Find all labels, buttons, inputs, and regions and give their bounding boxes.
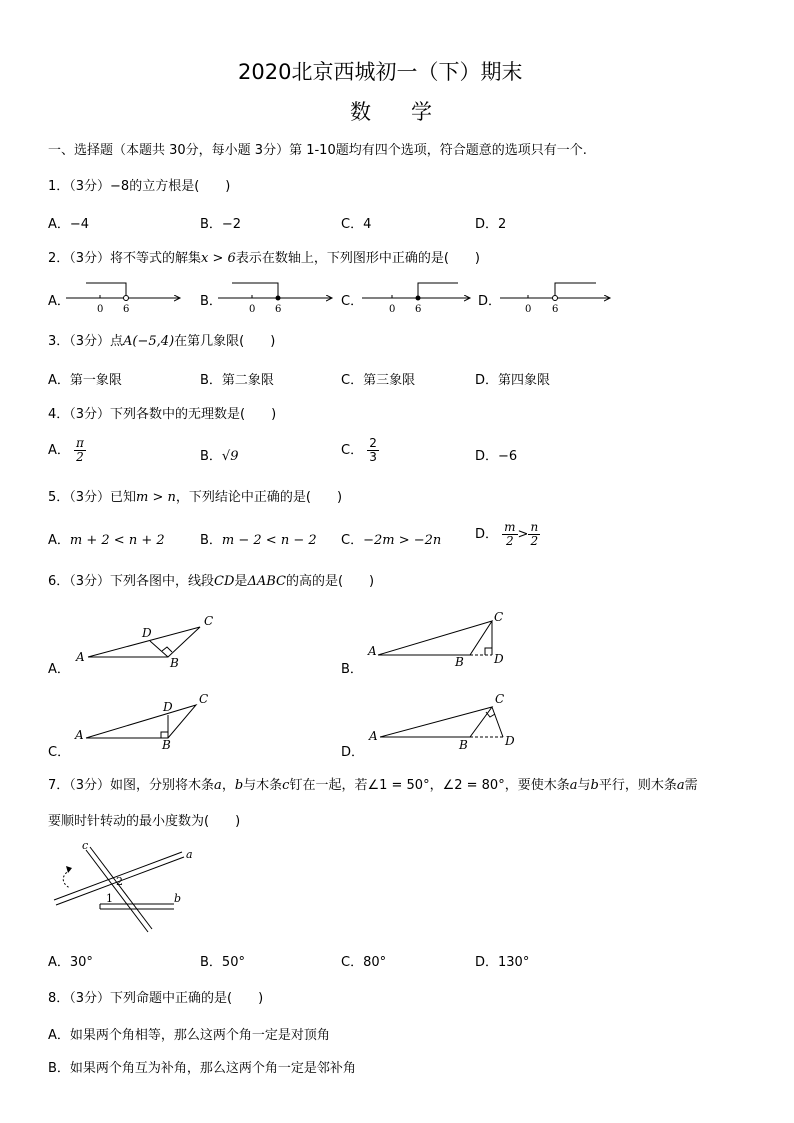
option-label: B． [200,449,222,464]
label-d: D [142,626,152,640]
question-4-option-d [475,445,517,464]
q7-text: 与木条 [243,778,283,793]
question-7-line-2: 要顺时针转动的最小度数为( ) [48,814,241,829]
question-6-stem-start: 6．（3分）下列各图中，线段 [48,574,215,589]
section-heading: 一、选择题（本题共 30分，每小题 3分）第 1-10题均有四个选项，符合题意的选项只有一个. [48,143,587,158]
tick-label-6: 6 [123,304,130,315]
triangle-abc: ΔABC [247,574,286,589]
arrow-head-icon [66,866,72,873]
label-a: A [368,644,377,658]
option-label: A． [48,533,70,548]
page-subtitle: 数学 [350,100,472,124]
tick-label-0: 0 [249,304,256,315]
label-b: B [170,656,179,670]
numerator: 2 [369,436,377,450]
q7-var-b: b [590,778,599,793]
question-5-stem-end: ，下列结论中正确的是( ) [175,490,343,505]
label-c: C [494,610,504,624]
question-3-option-a: A．第一象限 [48,373,122,388]
expression: m + 2 < n + 2 [69,533,165,548]
question-6-option-d: D． [341,745,365,760]
option-label: A． [48,443,70,458]
fraction-n-over-2 [528,521,540,548]
tick-label-6: 6 [552,304,559,315]
fraction-2-over-3 [367,437,379,464]
question-1-option-a: A．−4 [48,217,90,232]
question-2-option-d: D． [478,294,502,309]
label-c: C [495,692,505,706]
question-6-option-c: C． [48,745,71,760]
q7-var-a: a [214,778,222,793]
label-b: B [162,738,171,752]
question-3-stem-start: 3．（3分）点 [48,334,124,349]
question-8-option-a: A．如果两个角相等，那么这两个角一定是对顶角 [48,1028,330,1043]
question-1-option-b: B．−2 [200,217,242,232]
stick-c [86,847,152,932]
figure-d-labels [368,692,515,752]
question-6-option-a: A． [48,662,70,677]
q7-text: 与 [577,778,591,793]
fraction-m-over-2 [502,521,517,548]
question-5-option-c [341,529,441,548]
question-4-option-c [341,437,379,464]
number-line-c [362,283,470,315]
label-a: A [76,650,85,664]
denominator: 2 [76,450,84,464]
label-c: C [204,614,214,628]
fig-label-2: 2 [116,875,123,888]
number-line-a [66,283,180,315]
question-2-option-b: B． [200,294,222,309]
question-2-stem [48,247,480,266]
numerator: π [76,436,84,450]
tick-label-0: 0 [525,304,532,315]
figure-b-labels [367,610,504,669]
question-7-option-d: D．130° [475,955,530,970]
numerator: m [504,520,516,534]
question-3-stem [48,330,275,349]
question-7-line-1 [48,774,698,793]
question-6-stem [48,570,374,589]
tick-label-6: 6 [415,304,422,315]
number-line-b [218,283,332,315]
expression: −2m > −2n [363,533,442,548]
tick-label-6: 6 [275,304,282,315]
q7-text: 钉在一起，若∠1 = 50°，∠2 = 80°，要使木条 [289,778,570,793]
fig-label-b: b [174,892,182,905]
question-4-option-a [48,437,86,464]
tick-label-0: 0 [97,304,104,315]
question-5-option-a [48,529,165,548]
expression: m − 2 < n − 2 [221,533,317,548]
q7-var-a: a [676,778,685,793]
question-3-option-d: D．第四象限 [475,373,551,388]
q7-var-b: b [234,778,244,793]
option-label: C． [341,533,364,548]
question-5-stem-start: 5．（3分）已知 [48,490,137,505]
question-2-inequality: x > 6 [201,251,236,266]
question-7-option-c: C．80° [341,955,387,970]
label-a: A [369,729,378,743]
label-b: B [459,738,468,752]
label-d: D [505,734,515,748]
question-2-stem-start: 2．（3分）将不等式的解集 [48,251,202,266]
question-1-option-d: D．2 [475,217,507,232]
question-7-option-b: B．50° [200,955,245,970]
question-2-number-lines [0,278,794,318]
question-3-stem-end: 在第几象限( ) [174,334,276,349]
question-7-option-a: A．30° [48,955,93,970]
denominator: 2 [530,534,539,548]
question-3-option-b: B．第二象限 [200,373,274,388]
fraction-pi-over-2 [74,437,86,464]
fig-label-1: 1 [106,892,113,905]
label-a: A [75,728,84,742]
question-4-option-b [200,445,238,464]
question-4-stem: 4．（3分）下列各数中的无理数是( ) [48,407,277,422]
relation: > [517,527,529,542]
option-label: C． [341,443,364,458]
question-5-option-d [475,521,540,548]
label-c: C [199,692,209,706]
question-3-point: A(−5,4) [123,334,175,349]
question-3-option-c: C．第三象限 [341,373,416,388]
question-2-option-c: C． [341,294,364,309]
option-label: B． [200,533,222,548]
denominator: 3 [369,450,377,464]
figure-d [380,707,503,737]
q7-text: 需 [684,778,698,793]
value: −6 [498,449,518,464]
label-d: D [163,700,173,714]
number-line-d [500,283,610,315]
fig-label-c: c [82,839,89,852]
tick-label-0: 0 [389,304,396,315]
question-8-stem: 8．（3分）下列命题中正确的是( ) [48,991,264,1006]
page-title: 2020北京西城初一（下）期末 [238,60,523,84]
question-8-option-b: B．如果两个角互为补角，那么这两个角一定是邻补角 [48,1061,356,1076]
question-1-stem: 1．（3分）−8的立方根是( ) [48,179,231,194]
label-d: D [494,652,504,666]
numerator: n [530,520,539,534]
label-b: B [455,655,464,669]
q7-text: 7．（3分）如图，分别将木条 [48,778,215,793]
q7-var-a: a [569,778,578,793]
question-5-stem [48,486,342,505]
question-2-option-a: A． [48,294,70,309]
figure-c-labels [74,692,208,752]
question-5-option-b [200,529,317,548]
question-6-stem-mid: 是 [234,574,248,589]
question-2-stem-end: 表示在数轴上，下列图形中正确的是( ) [235,251,480,266]
q7-text: ， [221,778,235,793]
question-5-condition: m > n [136,490,176,505]
option-label: D． [475,449,499,464]
figure-c [86,705,196,738]
figure-b [378,621,492,655]
q7-var-c: c [282,778,290,793]
question-6-stem-end: 的高的是( ) [285,574,375,589]
question-6-figures [0,605,794,755]
rotation-arrow-icon [63,870,70,888]
sqrt-9: √9 [221,449,239,464]
denominator: 2 [506,534,514,548]
option-label: D． [475,527,499,542]
question-6-option-b: B． [341,662,363,677]
q7-text: 平行，则木条 [598,778,677,793]
question-7-figure [40,838,200,938]
question-1-option-c: C．4 [341,217,372,232]
segment-cd: CD [214,574,235,589]
fig-label-a: a [186,848,193,861]
